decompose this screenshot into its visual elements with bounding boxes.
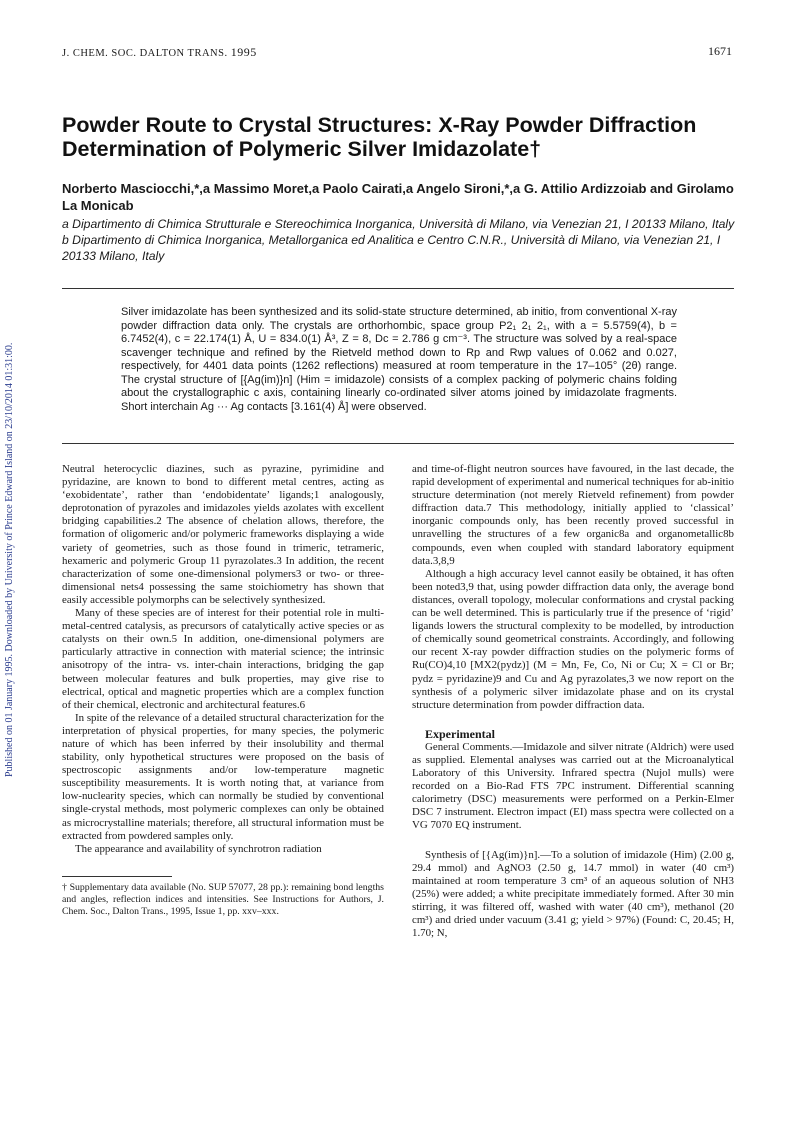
affiliations xyxy=(62,216,742,264)
section-heading: Experimental xyxy=(425,726,495,741)
affiliation-a: a Dipartimento di Chimica Strutturale e Stereochimica Inorganica, Università di Milano, via Venezian 21, I 20133 Milano, Italy xyxy=(62,217,735,231)
paragraph: Although a high accuracy level cannot easily be obtained, it has often been noted3,9 that, using powder diffraction data only, the average bond distances, overall topology, molecular conformations and crystal packing can be well determined. This is particularly true if the presence of ‘rigid’ ligands lowers the structural complexity to be modelled, by introduction of chemically sound geometrical constraints. Accordingly, and following our recent X-ray powder diffraction studies on the polymeric forms of Ru(CO)4,10 [MX2(pydz)] (M = Mn, Fe, Co, Ni or Cu; X = Cl or Br; pydz = pyridazine)9 and Cu and Ag pyrazolates,3 we now report on the synthesis of a polymeric silver imidazolate phase and on its crystal structure determination from powder diffraction data. xyxy=(412,567,734,711)
paragraph: Many of these species are of interest for their potential role in multi-metal-centred catalysis, as precursors of catalytically active species or as catalysts on their own.5 In addition, one-dimensional polymers are particularly attractive in connection with material science; the intrinsic anisotropy of the intra- vs. inter-chain interactions, bridging the gap between molecular features and bulk properties, may give rise to electrical, optical and magnetic properties which are a complex function of their chemical, electronic and architectural features.6 xyxy=(62,607,384,711)
paragraph: Neutral heterocyclic diazines, such as pyrazine, pyrimidine and pyridazine, are known to bond to different metal centres, acting as ‘exobidentate’, rather than ‘endobidentate’ ligands;1 analogously, deprotonation of pyrazoles and imidazoles yields azolates with excellent bridging capabilities.2 The absence of chelation allows, therefore, the formation of oligomeric and/or polymeric frameworks displaying a wide variety of geometries, such as those found in trimeric, tetrameric, hexameric and polymeric Group 11 pyrazolates.3 In addition, the recent characterization of some one-dimensional polymers3 or two- or three-dimensional nets4 possessing the same stoichiometry has shown that easily accessible polymorphs can be selectively synthesized. xyxy=(62,463,384,606)
author-list: Norberto Masciocchi,*,a Massimo Moret,a Paolo Cairati,a Angelo Sironi,*,a G. Attilio Ardizzoiab and Girolamo La Monicab xyxy=(62,181,734,213)
top-rule xyxy=(62,288,734,289)
left-column xyxy=(62,463,384,918)
footnote-rule xyxy=(62,876,172,877)
paragraph: In spite of the relevance of a detailed structural characterization for the interpretation of physical properties, for many species, the polymeric nature of which has been inferred by their insolubility and thermal stability, only hypothetical structures were proposed on the basis of spectroscopic assignments and/or low-temperature magnetic susceptibility measurements. It is worth noting that, at variance from low-nuclearity species, which can normally be studied by conventional single-crystal methods, most polymeric complexes can only be obtained as microcrystalline materials; therefore, all structural information must be extracted from powdered samples only. xyxy=(62,711,384,842)
journal-year: 1995 xyxy=(230,45,257,59)
affiliation-b: b Dipartimento di Chimica Inorganica, Metallorganica ed Analitica e Centro C.N.R., Università di Milano, via Venezian 21, I 20133 Milano, Italy xyxy=(62,233,721,263)
page-number: 1671 xyxy=(708,44,732,58)
abstract-rule xyxy=(62,443,734,444)
abstract: Silver imidazolate has been synthesized and its solid-state structure determined, ab initio, from conventional X-ray powder diffraction data only. The crystals are orthorhombic, space group P2₁ 2₁ 2₁, with a = 5.5759(4), b = 6.7452(4), c = 22.174(1) Å, U = 834.0(1) Å³, Z = 8, Dc = 2.786 g cm⁻³. The structure was solved by a real-space scavenger technique and refined by the Rietveld method down to Rp and Rwp values of 0.062 and 0.027, respectively, for 4401 data points (1262 reflections) measured at room temperature in the 17–105° (2θ) range. The crystal structure of [{Ag(im)}n] (Him = imidazole) consists of a complex packing of polymeric chains folding about the crystallographic c axis, containing linearly co-ordinated silver atoms joined by imidazolate fragments. Short interchain Ag ··· Ag contacts [3.161(4) Å] were observed. xyxy=(121,306,677,413)
right-column xyxy=(412,463,734,940)
article-title: Powder Route to Crystal Structures: X-Ray Powder Diffraction Determination of Polymeric Silver Imidazolate† xyxy=(62,113,697,161)
paragraph: and time-of-flight neutron sources have favoured, in the last decade, the rapid development of experimental and numerical techniques for ab-initio structure determination (not merely Rietveld refinement) from powder diffraction data.7 This methodology, initially applied to ‘classical’ inorganic compounds only, has been recently proved successful in unravelling the structures of a few organic8a and organometallic8b compounds, even when coupled with standard laboratory equipment data.3,8,9 xyxy=(412,463,734,567)
footnote: † Supplementary data available (No. SUP 57077, 28 pp.): remaining bond lengths and angles, reflection indices and intensities. See Instructions for Authors, J. Chem. Soc., Dalton Trans., 1995, Issue 1, pp. xxv–xxx. xyxy=(62,881,384,917)
journal-name: J. CHEM. SOC. DALTON TRANS. xyxy=(62,48,228,59)
running-head xyxy=(62,45,257,60)
publication-side-note: Published on 01 January 1995. Downloaded by University of Prince Edward Island on 23/10/2014 01:31:00. xyxy=(4,342,15,778)
paragraph: The appearance and availability of synchrotron radiation xyxy=(75,842,322,855)
paragraph: General Comments.—Imidazole and silver nitrate (Aldrich) were used as supplied. Elemental analyses was carried out at the Microanalytical Laboratory of this University. Infrared spectra (Nujol mulls) were recorded on a Bio-Rad FTS 7PC instrument. Differential scanning calorimetry (DSC) measurements were performed on a Perkin-Elmer DSC 7 instrument. Electron impact (EI) mass spectra were collected on a VG 7070 EQ instrument. xyxy=(412,740,734,832)
paragraph: Synthesis of [{Ag(im)}n].—To a solution of imidazole (Him) (2.00 g, 29.4 mmol) and AgNO3 (2.50 g, 14.7 mmol) in water (40 cm³) maintained at room temperature 3 cm³ of an aqueous solution of NH3 (25%) were added; a white precipitate immediately formed. After 30 min stirring, it was filtered off, washed with water (40 cm³), methanol (20 cm³) and dried under vacuum (3.41 g; yield > 97%) (Found: C, 20.45; H, 1.70; N, xyxy=(412,848,734,940)
